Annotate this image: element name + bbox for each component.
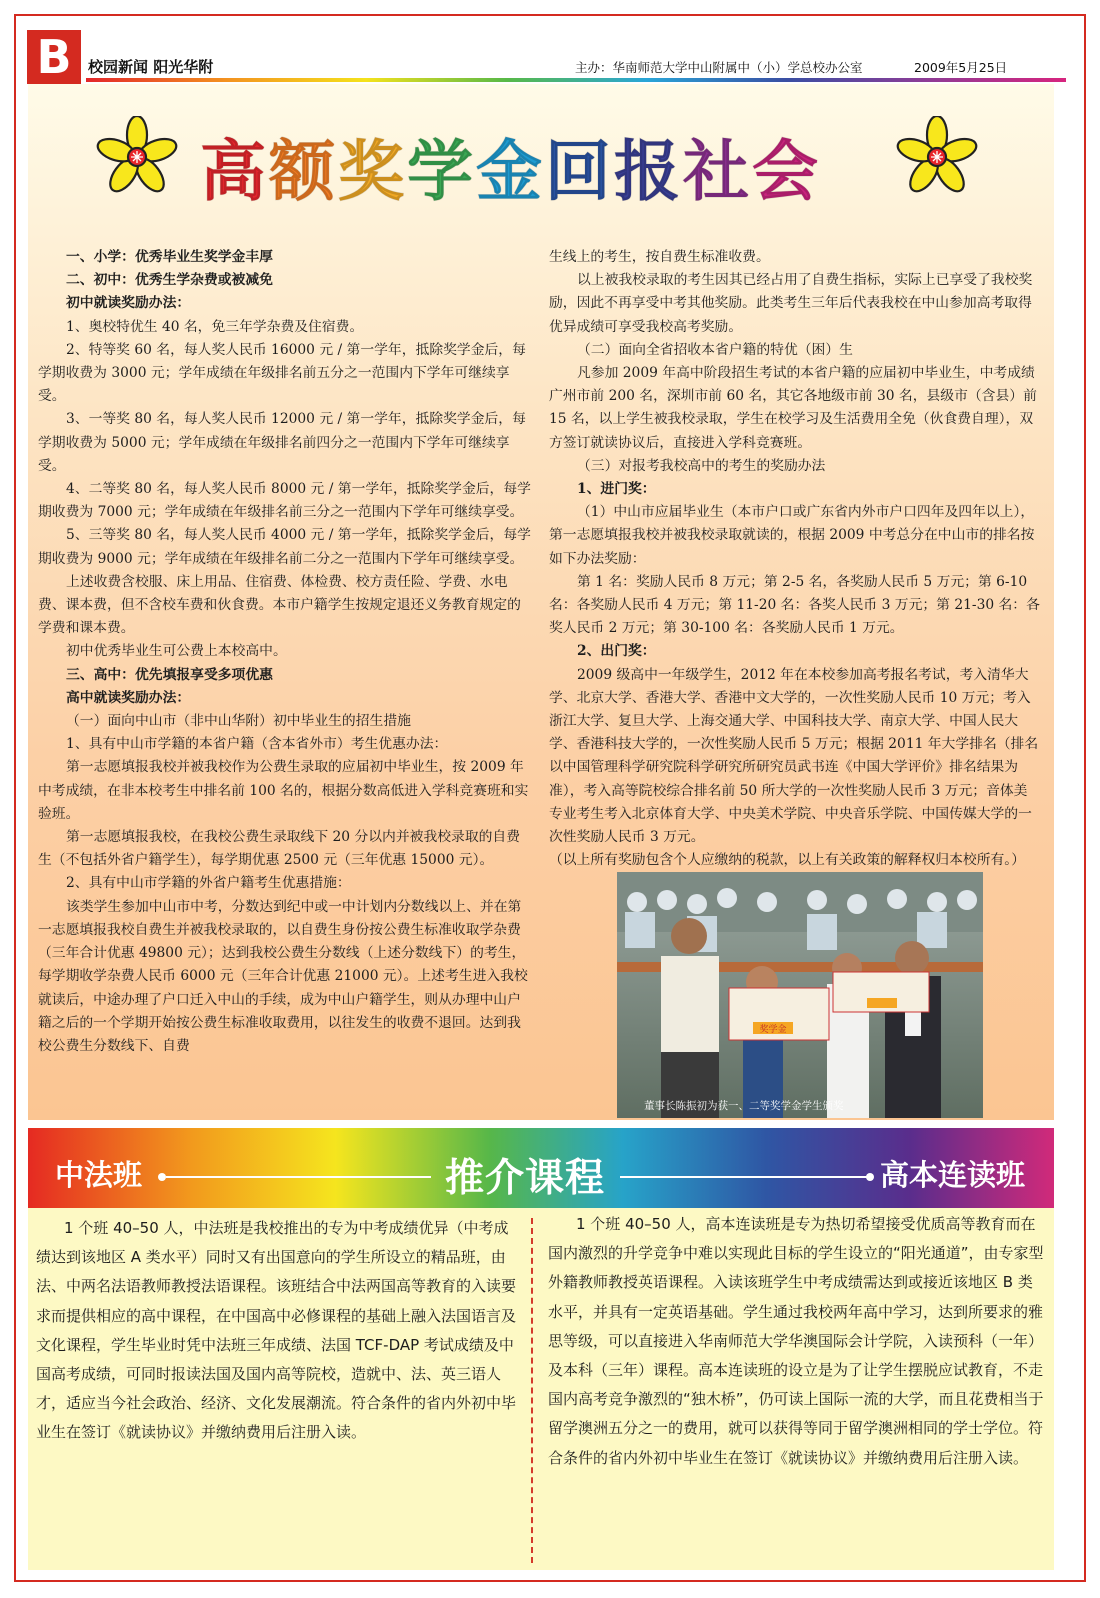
column-divider <box>531 1218 533 1563</box>
title-char: 额 <box>269 133 338 210</box>
section-title: 校园新闻 阳光华附 <box>88 58 214 76</box>
left-article-column <box>38 246 532 1058</box>
article-paragraph: 4、二等奖 80 名，每人奖人民币 8000 元 / 第一学年，抵除奖学金后，每学期收费为 7000 元；学年成绩在年级排名前三分之一范围内下学年可继续享受。 <box>38 481 531 521</box>
award-ceremony-photo <box>617 872 983 1118</box>
title-char: 学 <box>407 133 476 210</box>
title-char: 高 <box>200 133 269 210</box>
article-paragraph: 2、出门奖： <box>577 643 656 660</box>
title-char: 报 <box>614 133 683 210</box>
article-paragraph: 5、三等奖 80 名，每人奖人民币 4000 元 / 第一学年，抵除奖学金后，每学期收费为 9000 元；学年成绩在年级排名前二分之一范围内下学年可继续享受。 <box>38 527 531 567</box>
title-char: 回 <box>545 133 614 210</box>
banner-dot <box>866 1173 874 1181</box>
title-char: 金 <box>476 133 545 210</box>
article-paragraph: 第 1 名：奖励人民币 8 万元；第 2-5 名，各奖励人民币 5 万元；第 6-10 名：各奖励人民币 4 万元；第 11-20 名：各奖人民币 3 万元；第 21-30 名：各奖人民币 2 万元；第 30-100 名：各奖励人民币 1 万元。 <box>549 573 1040 637</box>
article-paragraph: 生线上的考生，按自费生标准收费。 <box>549 249 770 265</box>
article-paragraph: 初中就读奖励办法： <box>66 295 191 312</box>
right-article-column <box>549 246 1041 872</box>
title-char: 会 <box>752 133 821 210</box>
article-paragraph: 以上被我校录取的考生因其已经占用了自费生指标，实际上已享受了我校奖励，因此不再享受中考其他奖励。此类考生三年后代表我校在中山参加高考取得优异成绩可享受我校高考奖励。 <box>549 272 1033 335</box>
banner-dot <box>158 1173 166 1181</box>
title-char: 社 <box>683 133 752 210</box>
article-paragraph: 该类学生参加中山市中考，分数达到纪中或一中计划内分数线以上、并在第一志愿填报我校自费生并被我校录取的，以自费生身份按公费生标准收取学杂费（三年合计优惠 49800 元）；达到我校公费生分数线（上述分数线下）的考生，每学期收学杂费人民币 6000 元（三年合计优惠 21000 元）。上述考生进入我校就读后，中途办理了户口迁入中山的手续，成为中山户籍学生，则从办理中山户籍之后的一个学期开始按公费生标准收取费用，以往发生的收费不退回。达到我校公费生分数线下、自费 <box>38 898 528 1054</box>
article-paragraph: （1）中山市应届毕业生（本市户口或广东省内外市户口四年及四年以上），第一志愿填报我校并被我校录取就读的，根据 2009 中考总分在中山市的排名按如下办法奖励： <box>549 504 1035 567</box>
header-rainbow-rule <box>86 78 1066 82</box>
article-paragraph: （二）面向全省招收本省户籍的特优（困）生 <box>577 341 853 358</box>
article-paragraph: （以上所有奖励包含个人应缴纳的税款，以上有关政策的解释权归本校所有。） <box>549 852 1025 869</box>
banner-title: 推介课程 <box>445 1156 606 1201</box>
article-paragraph: 凡参加 2009 年高中阶段招生考试的本省户籍的应届初中毕业生，中考成绩广州市前 200 名，深圳市前 60 名，其它各地级市前 30 名，县级市（含县）前 15 名，以上学生被我校录取，学生在校学习及生活费用全免（伙食费自理），双方签订就读协议后，直接进入学科竞赛班。 <box>549 365 1037 451</box>
banner-rule-right <box>620 1176 870 1178</box>
issue-date: 2009年5月25日 <box>914 60 1008 75</box>
article-paragraph: 1、奥校特优生 40 名，免三年学杂费及住宿费。 <box>66 318 364 335</box>
article-paragraph: 一、小学：优秀毕业生奖学金丰厚 <box>66 249 273 265</box>
article-paragraph: （三）对报考我校高中的考生的奖励办法 <box>577 457 826 474</box>
article-paragraph: 初中优秀毕业生可公费上本校高中。 <box>66 643 287 660</box>
article-paragraph: 2、特等奖 60 名，每人奖人民币 16000 元 / 第一学年，抵除奖学金后，每学期收费为 3000 元；学年成绩在年级排名前五分之一范围内下学年可继续享受。 <box>38 341 526 405</box>
banner-sino-french-class: 中法班 <box>55 1158 143 1192</box>
sino-french-class-text: 1 个班 40–50 人，中法班是我校推出的专为中考成绩优异（中考成绩达到该地区 A 类水平）同时又有出国意向的学生所设立的精品班，由法、中两名法语教师教授法语课程。该班结合中法两国高等教育的入读要求而提供相应的高中课程，在中国高中必修课程的基础上融入法国语言及文化课程，学生毕业时凭中法班三年成绩、法国 TCF-DAP 考试成绩及中国高考成绩，可同时报读法国及国内高等院校，造就中、法、英三语人才，适应当今社会政治、经济、文化发展潮流。符合条件的省内外初中毕业生在签订《就读协议》并缴纳费用后注册入读。 <box>36 1219 517 1442</box>
certificate-label: 奖学金 <box>759 1025 787 1035</box>
article-paragraph: 2009 级高中一年级学生，2012 年在本校参加高考报名考试，考入清华大学、北京大学、香港大学、香港中文大学的，一次性奖励人民币 10 万元；考入浙江大学、复旦大学、上海交通大学、中国科技大学、南京大学、中国人民大学、香港科技大学的，一次性奖励人民币 5 万元；根据 2011 年大学排名（排名以中国管理科学研究院科学研究所研究员武书连《中国大学评价》排名结果为准），考入高等院校综合排名前 50 所大学的一次性奖励人民币 3 万元；音体美专业考生考入北京体育大学、中央美术学院、中央音乐学院、中国传媒大学的一次性奖励人民币 3 万元。 <box>549 666 1039 846</box>
banner-high-school-university-class: 高本连读班 <box>880 1158 1026 1192</box>
title-char: 奖 <box>338 133 407 210</box>
high-school-university-class-text: 1 个班 40–50 人，高本连读班是专为热切希望接受优质高等教育而在国内激烈的升学竞争中难以实现此目标的学生设立的“阳光通道”，由专家型外籍教师教授英语课程。入读该班学生中考成绩需达到或接近该地区 B 类水平，并具有一定英语基础。学生通过我校两年高中学习，达到所要求的雅思等级，可以直接进入华南师范大学华澳国际会计学院，入读预科（一年）及本科（三年）课程。高本连读班的设立是为了让学生摆脱应试教育，不走国内高考竞争激烈的“独木桥”，仍可读上国际一流的大学，而且花费相当于留学澳洲五分之一的费用，就可以获得等同于留学澳洲相同的学士学位。符合条件的省内外初中毕业生在签订《就读协议》并缴纳费用后注册入读。 <box>548 1215 1044 1467</box>
article-paragraph: 第一志愿填报我校并被我校作为公费生录取的应届初中毕业生，按 2009 年中考成绩，在非本校考生中排名前 100 名的，根据分数高低进入学科竞赛班和实验班。 <box>38 759 529 822</box>
article-paragraph: 第一志愿填报我校，在我校公费生录取线下 20 分以内并被我校录取的自费生（不包括外省户籍学生），每学期优惠 2500 元（三年优惠 15000 元）。 <box>38 829 521 869</box>
article-paragraph: 三、高中：优先填报享受多项优惠 <box>66 666 273 683</box>
article-paragraph: 1、具有中山市学籍的本省户籍（含本省外市）考生优惠办法： <box>66 736 448 753</box>
article-paragraph: 3、一等奖 80 名，每人奖人民币 12000 元 / 第一学年，抵除奖学金后，每学期收费为 5000 元；学年成绩在年级排名前四分之一范围内下学年可继续享受。 <box>38 411 526 474</box>
banner-rule-left <box>166 1176 431 1178</box>
page-title <box>200 118 900 208</box>
article-paragraph: 高中就读奖励办法： <box>66 689 191 706</box>
publisher: 主办：华南师范大学中山附属中（小）学总校办公室 <box>575 60 863 75</box>
flower-icon <box>896 116 978 198</box>
article-paragraph: 二、初中：优秀生学杂费或被减免 <box>66 272 273 289</box>
article-paragraph: （一）面向中山市（非中山华附）初中毕业生的招生措施 <box>66 713 411 730</box>
article-paragraph: 2、具有中山市学籍的外省户籍考生优惠措施： <box>66 875 351 892</box>
flower-icon <box>96 116 178 198</box>
section-badge: B <box>27 30 81 84</box>
article-paragraph: 1、进门奖： <box>577 481 656 498</box>
article-paragraph: 上述收费含校服、床上用品、住宿费、体检费、校方责任险、学费、水电费、课本费，但不含校车费和伙食费。本市户籍学生按规定退还义务教育规定的学费和课本费。 <box>38 573 521 637</box>
photo-caption: 董事长陈振初为获一、二等奖学金学生颁奖 <box>644 1100 844 1112</box>
